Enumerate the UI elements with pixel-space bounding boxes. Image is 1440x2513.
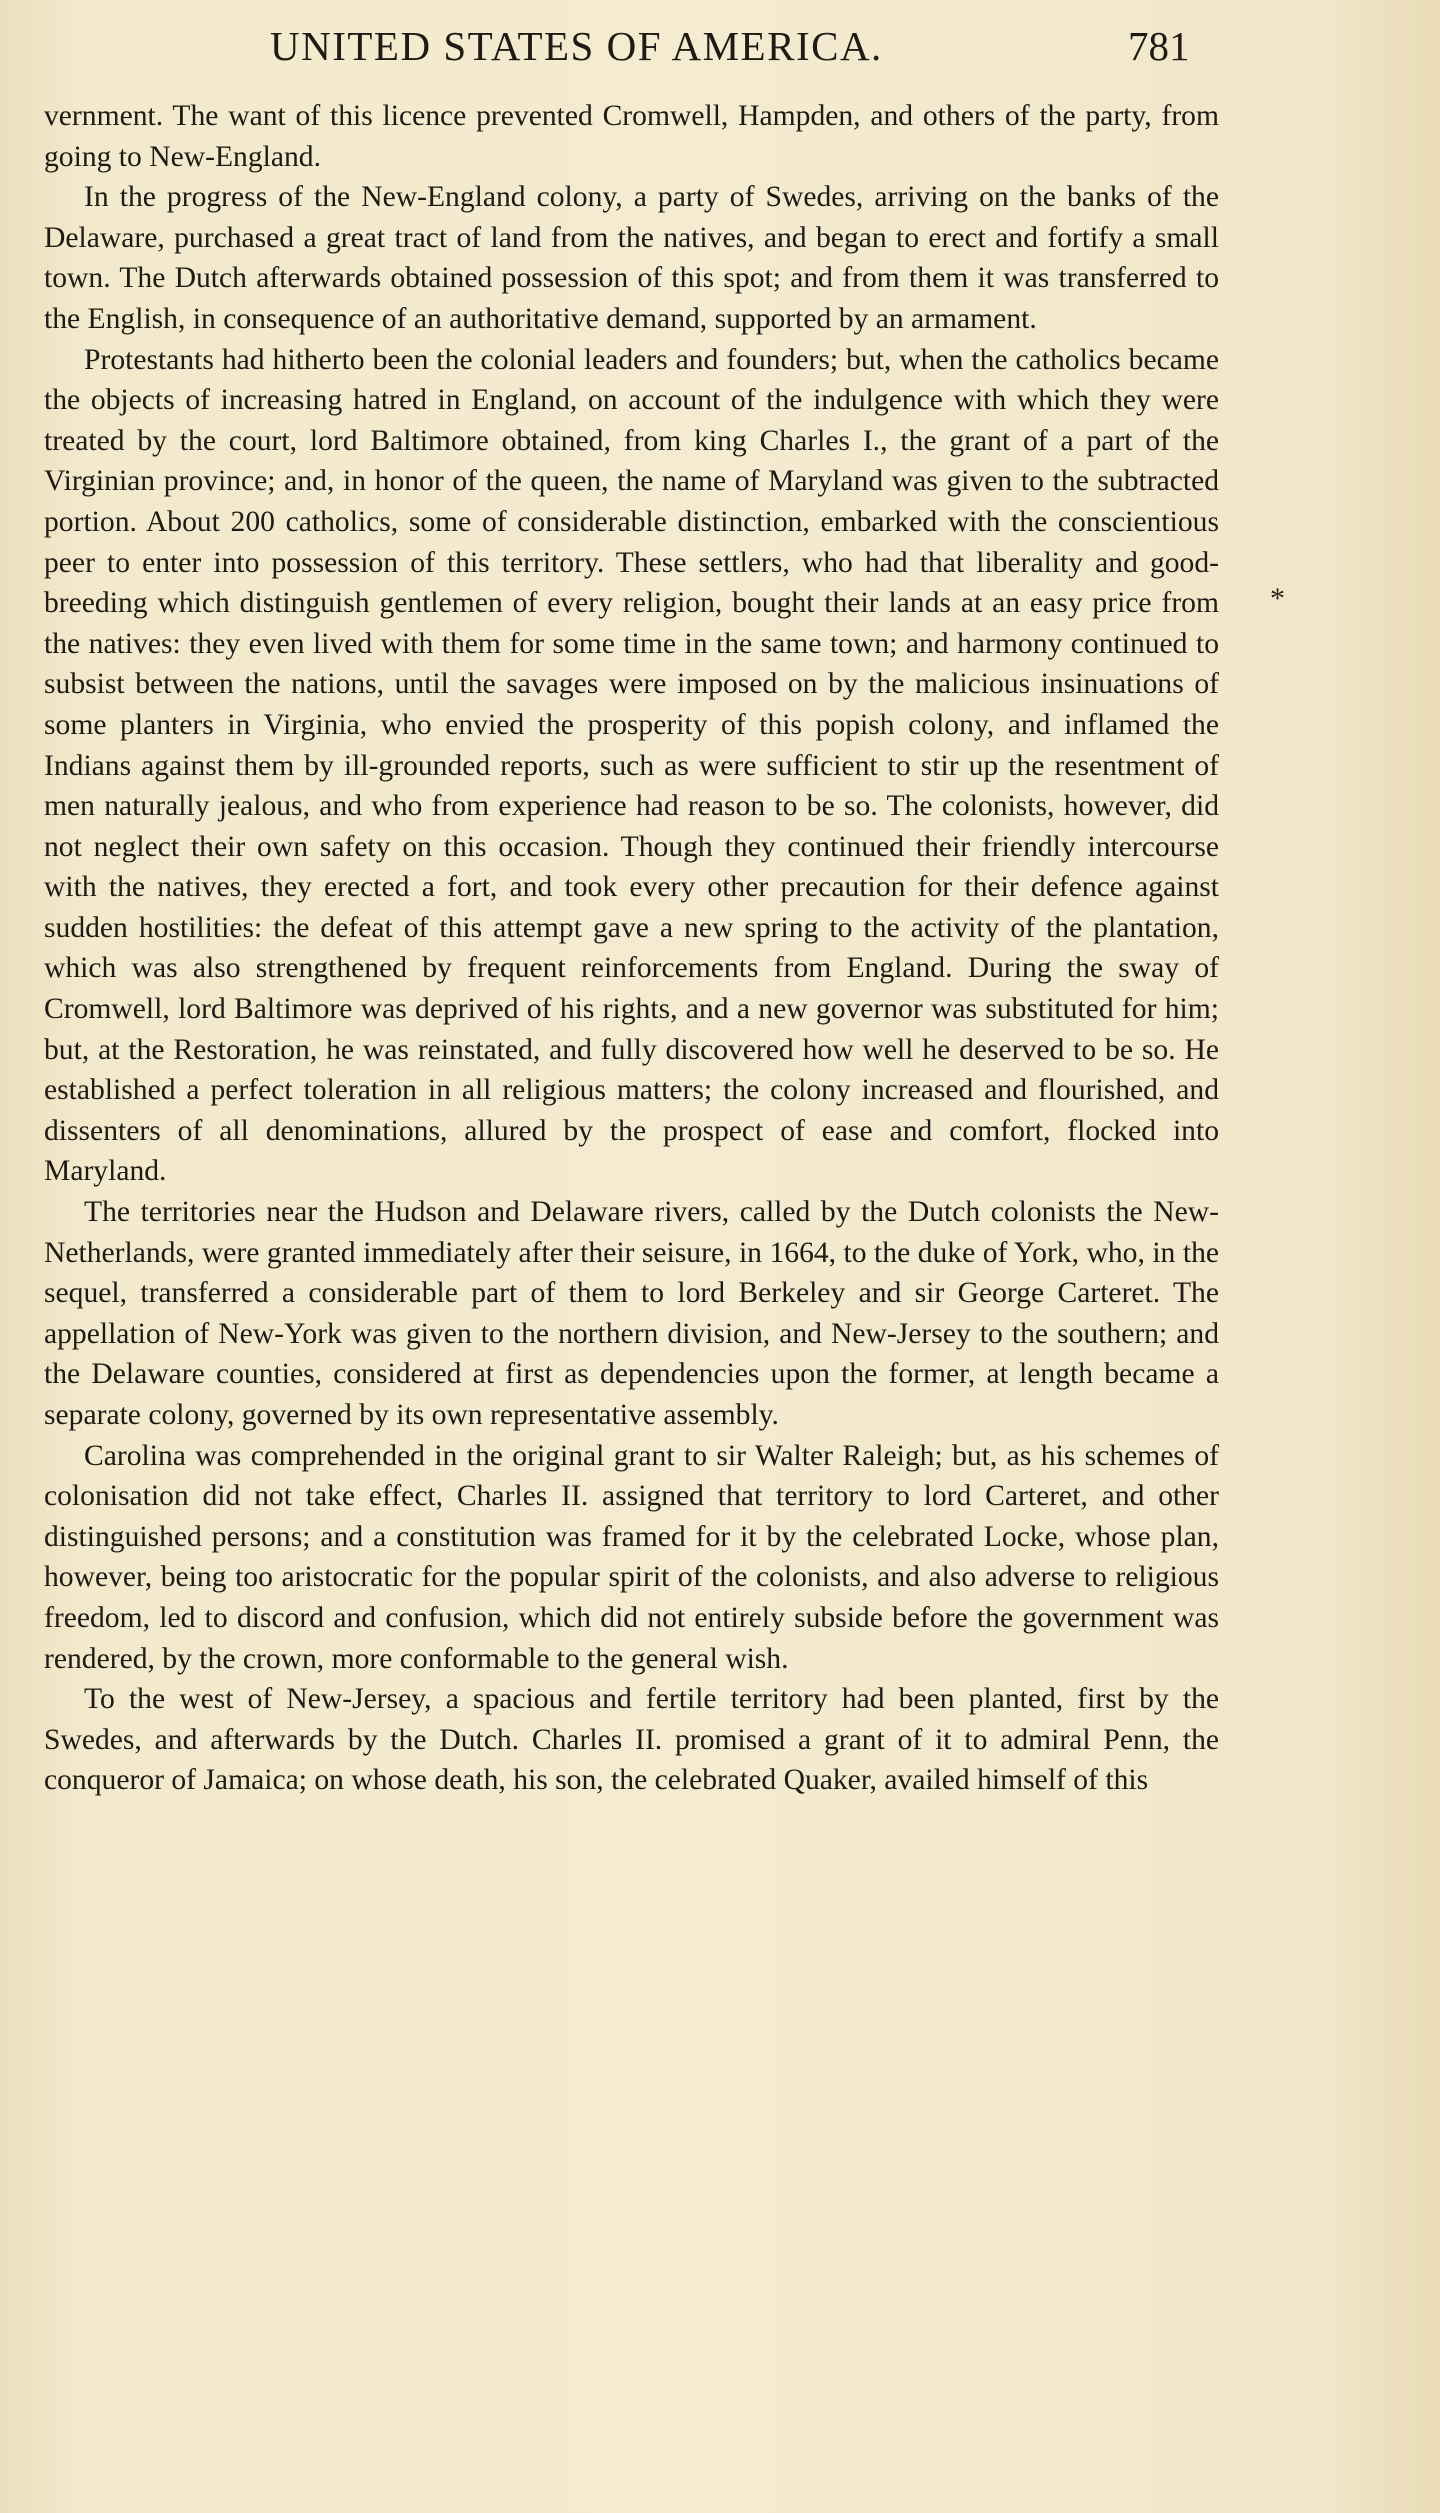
page-header <box>0 22 1440 82</box>
running-title: UNITED STATES OF AMERICA. <box>270 23 883 69</box>
margin-mark: * <box>1270 582 1285 615</box>
paragraph: The territories near the Hudson and Delaware rivers, called by the Dutch colonists the New-Netherlands, were granted immediately after their seisure, in 1664, to the duke of York, who, in the sequel, transferred a considerable part of them to lord Berkeley and sir George Carteret. The appellation of New-York was given to the northern division, and New-Jersey to the southern; and the Delaware counties, considered at first as dependencies upon the former, at length became a separate colony, governed by its own representative assembly. <box>44 1196 1219 1431</box>
paragraph: vernment. The want of this licence prevented Cromwell, Hampden, and others of the party, from going to New-England. <box>44 100 1219 173</box>
paragraph: Carolina was comprehended in the original grant to sir Walter Raleigh; but, as his schemes of colonisation did not take effect, Charles II. assigned that territory to lord Carteret, and other distinguished persons; and a constitution was framed for it by the celebrated Locke, whose plan, however, being too aristocratic for the popular spirit of the colonists, and also adverse to religious freedom, led to discord and confusion, which did not entirely subside before the government was rendered, by the crown, more conformable to the general wish. <box>44 1439 1219 1675</box>
paragraph: In the progress of the New-England colony, a party of Swedes, arriving on the banks of the Delaware, purchased a great tract of land from the natives, and began to erect and fortify a small town. The Dutch afterwards obtained possession of this spot; and from them it was transferred to the English, in consequence of an authoritative demand, supported by an armament. <box>44 181 1219 335</box>
page-number: 781 <box>1128 23 1190 69</box>
body-text <box>44 96 1219 1801</box>
paragraph: Protestants had hitherto been the colonial leaders and founders; but, when the catholics became the objects of increasing hatred in England, on account of the indulgence with which they were treated by the court, lord Baltimore obtained, from king Charles I., the grant of a part of the Virginian province; and, in honor of the queen, the name of Maryland was given to the subtracted portion. About 200 catholics, some of considerable distinction, embarked with the conscientious peer to enter into possession of this territory. These settlers, who had that liberality and good-breeding which distinguish gentlemen of every religion, bought their lands at an easy price from the natives: they even lived with them for some time in the same town; and harmony continued to subsist between the nations, until the savages were imposed on by the malicious insinuations of some planters in Virginia, who envied the prosperity of this popish colony, and inflamed the Indians against them by ill-grounded reports, such as were sufficient to stir up the resentment of men naturally jealous, and who from experience had reason to be so. The colonists, however, did not neglect their own safety on this occasion. Though they continued their friendly intercourse with the natives, they erected a fort, and took every other precaution for their defence against sudden hostilities: the defeat of this attempt gave a new spring to the activity of the plantation, which was also strengthened by frequent reinforcements from England. During the sway of Cromwell, lord Baltimore was deprived of his rights, and a new governor was substituted for him; but, at the Restoration, he was reinstated, and fully discovered how well he deserved to be so. He established a perfect toleration in all religious matters; the colony increased and flourished, and dissenters of all denominations, allured by the prospect of ease and comfort, flocked into Maryland. <box>44 343 1219 1188</box>
paragraph: To the west of New-Jersey, a spacious and fertile territory had been planted, first by the Swedes, and afterwards by the Dutch. Charles II. promised a grant of it to admiral Penn, the conqueror of Jamaica; on whose death, his son, the celebrated Quaker, availed himself of this <box>44 1683 1219 1797</box>
